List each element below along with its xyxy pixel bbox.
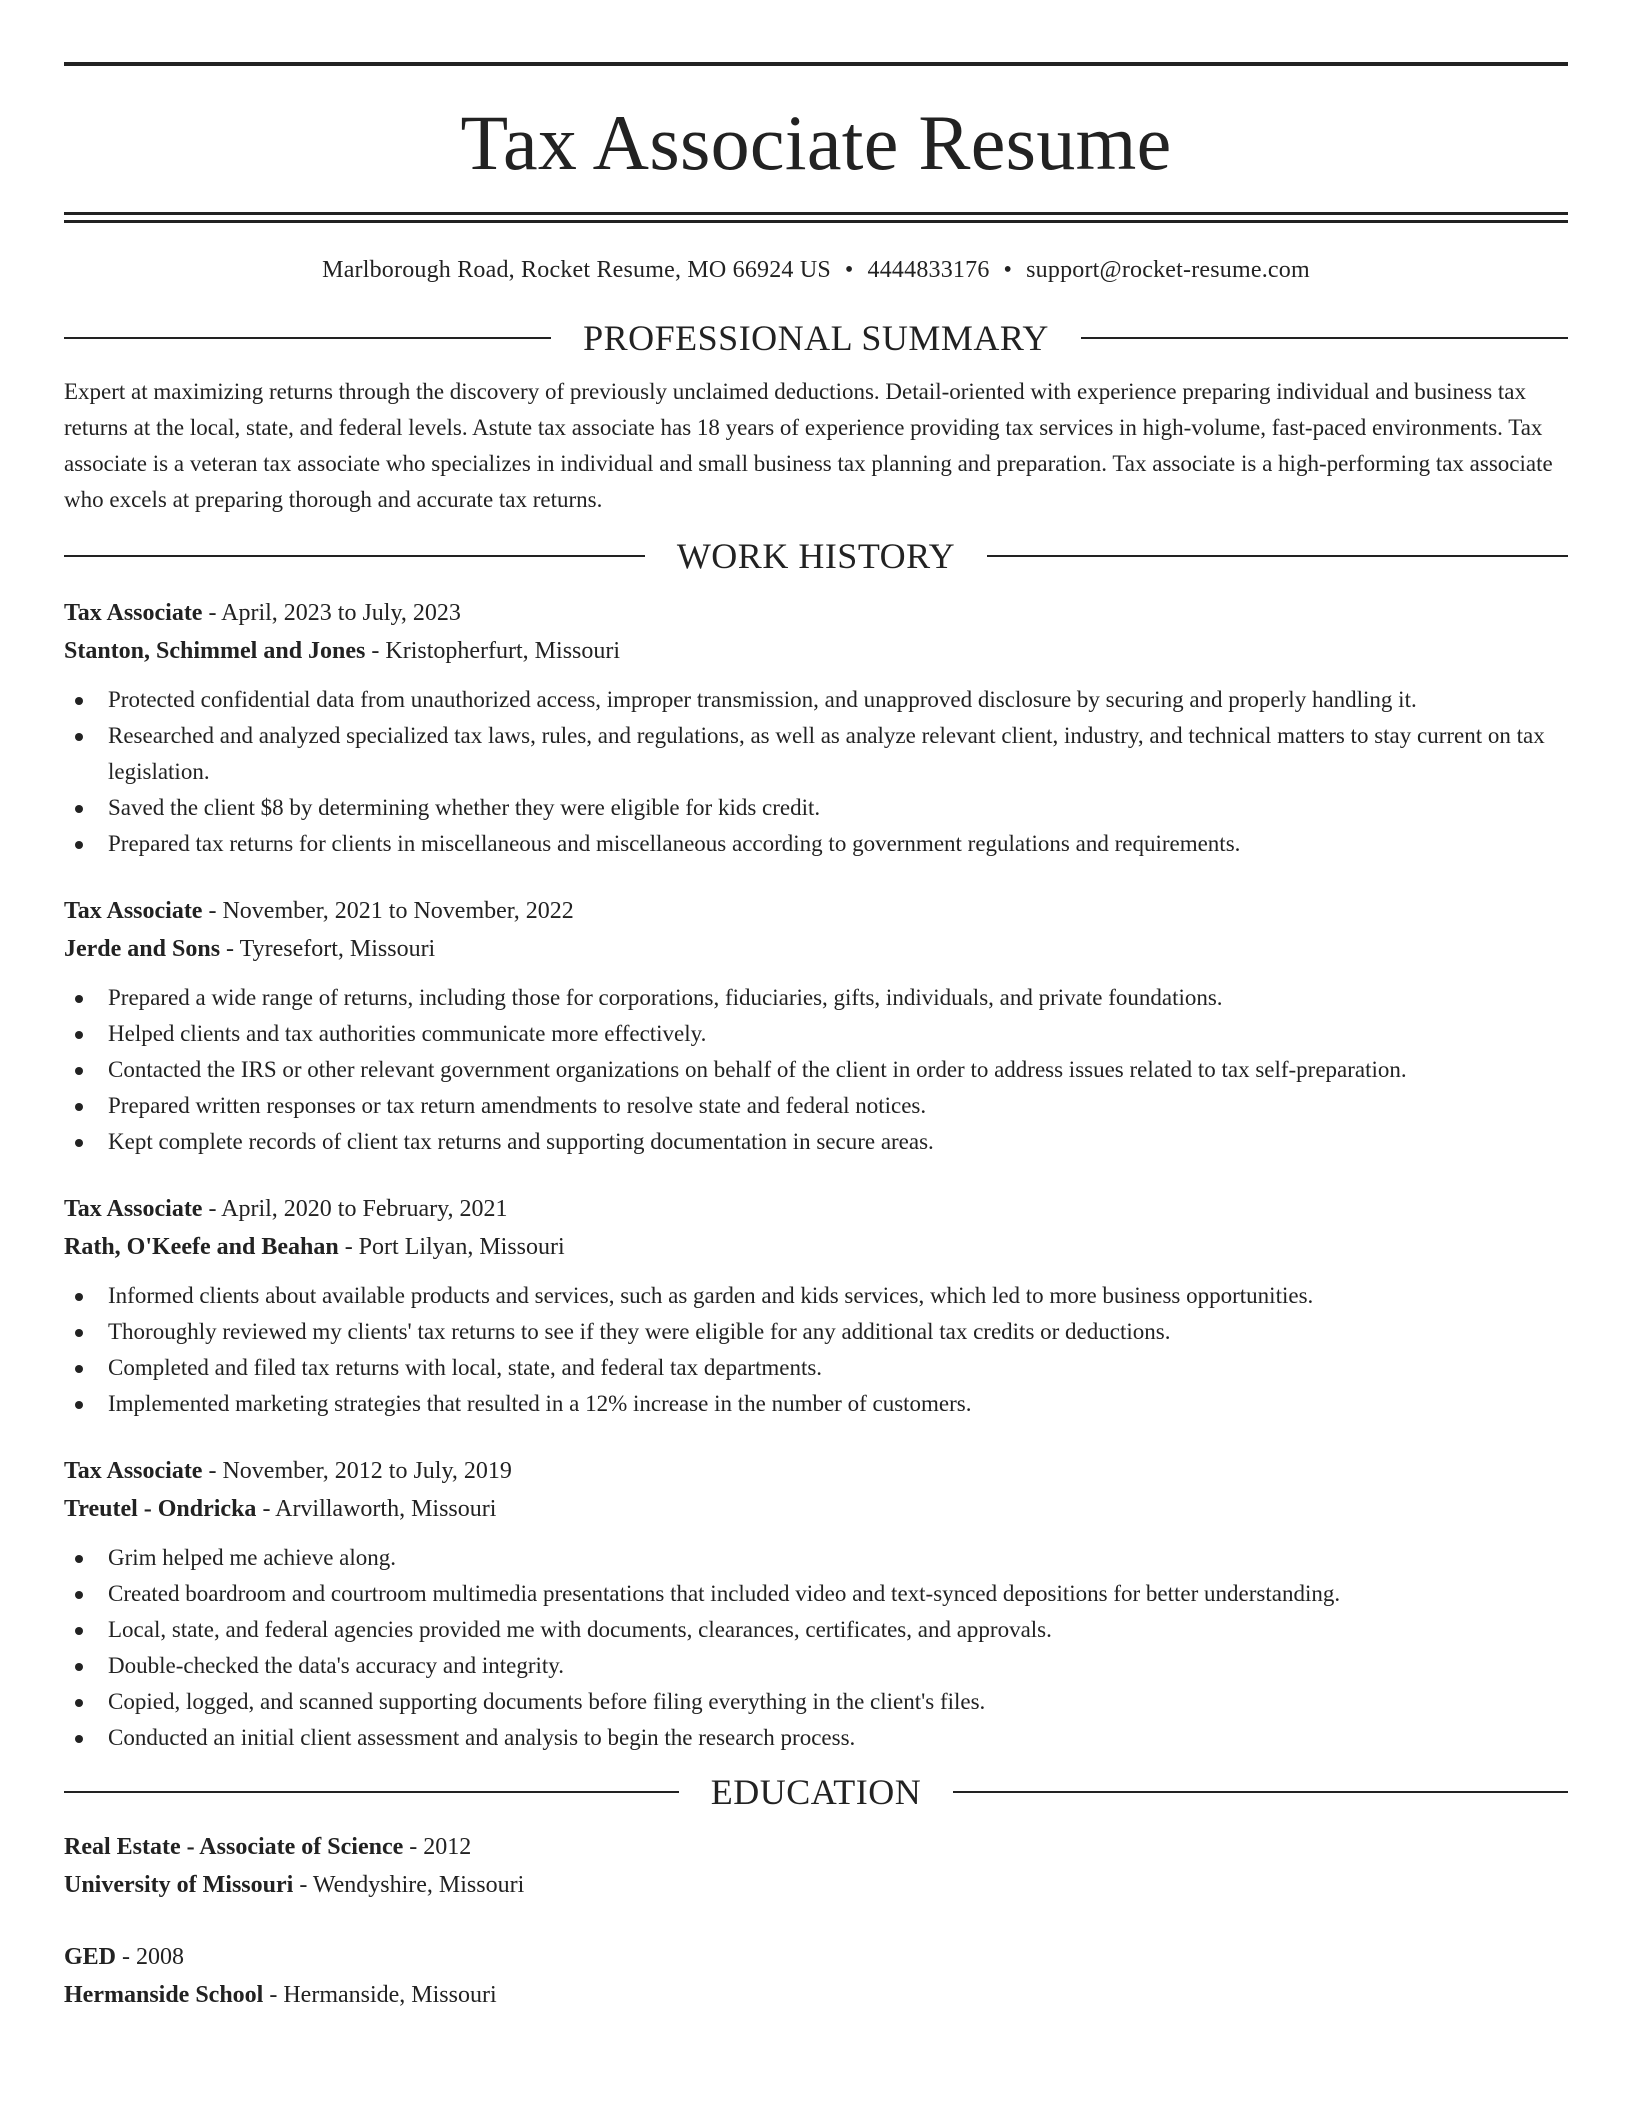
top-rule	[64, 62, 1568, 66]
double-rule	[64, 212, 1568, 223]
education-section	[64, 1774, 1568, 2014]
job-title-line	[64, 594, 1568, 632]
list-item: Copied, logged, and scanned supporting documents before filing everything in the client's files.	[108, 1684, 1568, 1720]
list-item: Completed and filed tax returns with local, state, and federal tax departments.	[108, 1350, 1568, 1386]
school: University of Missouri	[64, 1872, 294, 1898]
degree: GED	[64, 1944, 117, 1970]
summary-text: Expert at maximizing returns through the discovery of previously unclaimed deductions. Detail-oriented with experience preparing individual and business tax returns at the local, state, and federal levels. Astute tax associate has 18 years of experience providing tax services in high-volume, fast-paced environments. Tax associate is a veteran tax associate who specializes in individual and small business tax planning and preparation. Tax associate is a high-performing tax associate who excels at preparing thorough and accurate tax returns.	[64, 379, 1553, 512]
list-item: Helped clients and tax authorities communicate more effectively.	[108, 1016, 1568, 1052]
job-entry	[64, 594, 1568, 862]
divider-line	[987, 555, 1568, 557]
school-location: - Wendyshire, Missouri	[293, 1872, 525, 1898]
contact-phone: 4444833176	[867, 257, 990, 283]
divider-line	[64, 337, 551, 339]
job-company: Jerde and Sons	[64, 936, 221, 962]
contact-address: Marlborough Road, Rocket Resume, MO 66924 US	[322, 257, 831, 283]
school-location: - Hermanside, Missouri	[263, 1982, 497, 2008]
degree-year: - 2008	[116, 1944, 185, 1970]
job-location: - Kristopherfurt, Missouri	[365, 638, 621, 664]
list-item: Prepared a wide range of returns, including those for corporations, fiduciaries, gifts, individuals, and private foundations.	[108, 980, 1568, 1016]
education-entry	[64, 1938, 1568, 2014]
school: Hermanside School	[64, 1982, 264, 2008]
job-title: Tax Associate	[64, 1196, 203, 1222]
section-title-education: EDUCATION	[710, 1772, 922, 1812]
job-bullets	[64, 682, 1568, 862]
job-company: Rath, O'Keefe and Beahan	[64, 1234, 339, 1260]
list-item: Created boardroom and courtroom multimedia presentations that included video and text-synced depositions for better understanding.	[108, 1576, 1568, 1612]
list-item: Prepared tax returns for clients in miscellaneous and miscellaneous according to government regulations and requirements.	[108, 826, 1568, 862]
job-company-line	[64, 1228, 1568, 1266]
job-company: Stanton, Schimmel and Jones	[64, 638, 366, 664]
education-entry	[64, 1828, 1568, 1904]
section-title-summary: PROFESSIONAL SUMMARY	[583, 318, 1049, 358]
list-item: Prepared written responses or tax return amendments to resolve state and federal notices.	[108, 1088, 1568, 1124]
job-bullets	[64, 980, 1568, 1160]
job-title: Tax Associate	[64, 898, 203, 924]
job-entry	[64, 892, 1568, 1160]
job-bullets	[64, 1278, 1568, 1422]
section-title-work: WORK HISTORY	[676, 536, 956, 576]
degree-line	[64, 1938, 1568, 1976]
bullet-separator: •	[1003, 257, 1013, 283]
section-header-education	[64, 1774, 1568, 1810]
job-dates: - November, 2012 to July, 2019	[202, 1458, 512, 1484]
job-entry	[64, 1452, 1568, 1756]
list-item: Kept complete records of client tax returns and supporting documentation in secure areas.	[108, 1124, 1568, 1160]
contact-line	[64, 257, 1568, 284]
job-location: - Tyresefort, Missouri	[220, 936, 436, 962]
list-item: Contacted the IRS or other relevant government organizations on behalf of the client in order to address issues related to tax self-preparation.	[108, 1052, 1568, 1088]
job-title-line	[64, 1452, 1568, 1490]
section-header-work	[64, 538, 1568, 574]
list-item: Double-checked the data's accuracy and integrity.	[108, 1648, 1568, 1684]
job-location: - Arvillaworth, Missouri	[256, 1496, 497, 1522]
list-item: Informed clients about available products and services, such as garden and kids services, which led to more business opportunities.	[108, 1278, 1568, 1314]
degree-year: - 2012	[403, 1834, 472, 1860]
divider-line	[64, 555, 645, 557]
divider-line	[953, 1791, 1568, 1793]
list-item: Local, state, and federal agencies provided me with documents, clearances, certificates, and approvals.	[108, 1612, 1568, 1648]
list-item: Protected confidential data from unauthorized access, improper transmission, and unapproved disclosure by securing and properly handling it.	[108, 682, 1568, 718]
school-line	[64, 1976, 1568, 2014]
bullet-separator: •	[844, 257, 854, 283]
list-item: Grim helped me achieve along.	[108, 1540, 1568, 1576]
list-item: Thoroughly reviewed my clients' tax returns to see if they were eligible for any additional tax credits or deductions.	[108, 1314, 1568, 1350]
job-company-line	[64, 930, 1568, 968]
list-item: Researched and analyzed specialized tax laws, rules, and regulations, as well as analyze relevant client, industry, and technical matters to stay current on tax legislation.	[108, 718, 1568, 790]
job-entry	[64, 1190, 1568, 1422]
job-company: Treutel - Ondricka	[64, 1496, 257, 1522]
divider-line	[64, 1791, 679, 1793]
job-dates: - April, 2023 to July, 2023	[202, 600, 461, 626]
contact-email: support@rocket-resume.com	[1026, 257, 1310, 283]
job-company-line	[64, 1490, 1568, 1528]
job-title-line	[64, 1190, 1568, 1228]
section-header-summary	[64, 320, 1568, 356]
degree-line	[64, 1828, 1568, 1866]
job-title-line	[64, 892, 1568, 930]
degree: Real Estate - Associate of Science	[64, 1834, 404, 1860]
job-dates: - April, 2020 to February, 2021	[202, 1196, 508, 1222]
job-location: - Port Lilyan, Missouri	[338, 1234, 565, 1260]
resume-title: Tax Associate Resume	[460, 99, 1172, 186]
list-item: Saved the client $8 by determining whether they were eligible for kids credit.	[108, 790, 1568, 826]
job-company-line	[64, 632, 1568, 670]
job-title: Tax Associate	[64, 600, 203, 626]
list-item: Implemented marketing strategies that resulted in a 12% increase in the number of customers.	[108, 1386, 1568, 1422]
school-line	[64, 1866, 1568, 1904]
job-dates: - November, 2021 to November, 2022	[202, 898, 574, 924]
list-item: Conducted an initial client assessment and analysis to begin the research process.	[108, 1720, 1568, 1756]
job-bullets	[64, 1540, 1568, 1756]
divider-line	[1081, 337, 1568, 339]
job-title: Tax Associate	[64, 1458, 203, 1484]
